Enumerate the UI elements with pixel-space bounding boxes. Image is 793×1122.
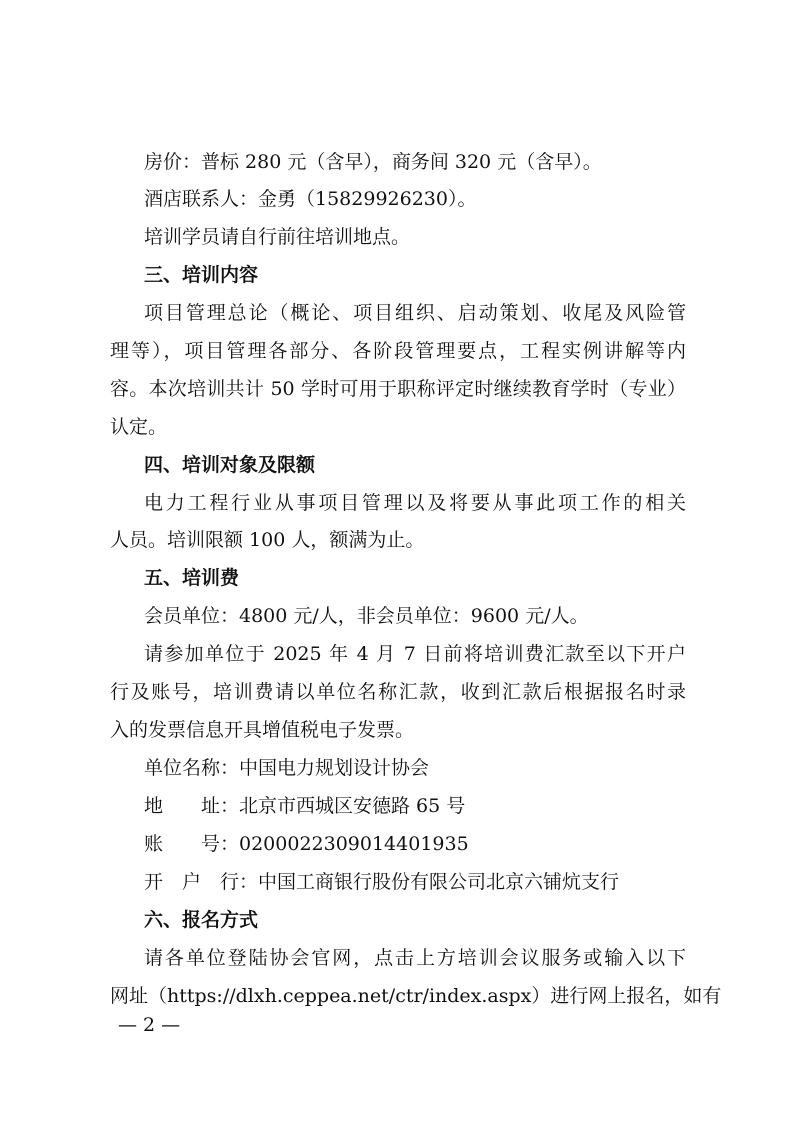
bank-line: 开 户 行：中国工商银行股份有限公司北京六铺炕支行 bbox=[144, 871, 620, 893]
paragraph-line: 电力工程行业从事项目管理以及将要从事此项工作的相关 bbox=[144, 492, 686, 514]
paragraph-line: 认定。 bbox=[110, 416, 168, 438]
paragraph-line: 请参加单位于 2025 年 4 月 7 日前将培训费汇款至以下开户 bbox=[144, 643, 686, 665]
account-number-line: 账 号：0200022309014401935 bbox=[144, 833, 469, 855]
address-line: 地 址：北京市西城区安德路 65 号 bbox=[144, 795, 466, 817]
page-number: — 2 — bbox=[118, 1014, 181, 1036]
paragraph-line: 人员。培训限额 100 人，额满为止。 bbox=[110, 529, 425, 551]
paragraph-line: 容。本次培训共计 50 学时可用于职称评定时继续教育学时（专业） bbox=[110, 378, 686, 400]
section-heading-training-content: 三、培训内容 bbox=[144, 264, 259, 286]
travel-note-line: 培训学员请自行前往培训地点。 bbox=[144, 226, 411, 248]
fee-line: 会员单位：4800 元/人，非会员单位：9600 元/人。 bbox=[144, 605, 589, 627]
section-heading-audience: 四、培训对象及限额 bbox=[144, 454, 316, 476]
paragraph-line: 网址（https://dlxh.ceppea.net/ctr/index.aspx）进行网上报名，如有 bbox=[110, 985, 722, 1007]
paragraph-line: 项目管理总论（概论、项目组织、启动策划、收尾及风险管 bbox=[144, 302, 686, 324]
section-heading-registration: 六、报名方式 bbox=[144, 909, 259, 931]
room-price-line: 房价：普标 280 元（含早），商务间 320 元（含早）。 bbox=[144, 151, 602, 173]
section-heading-fee: 五、培训费 bbox=[144, 567, 240, 589]
paragraph-line: 理等），项目管理各部分、各阶段管理要点，工程实例讲解等内 bbox=[110, 340, 686, 362]
paragraph-line: 入的发票信息开具增值税电子发票。 bbox=[110, 719, 415, 741]
hotel-contact-line: 酒店联系人：金勇（15829926230）。 bbox=[144, 188, 477, 210]
account-name-line: 单位名称：中国电力规划设计协会 bbox=[144, 757, 430, 779]
paragraph-line: 请各单位登陆协会官网，点击上方培训会议服务或输入以下 bbox=[144, 947, 686, 969]
paragraph-line: 行及账号，培训费请以单位名称汇款，收到汇款后根据报名时录 bbox=[110, 681, 686, 703]
